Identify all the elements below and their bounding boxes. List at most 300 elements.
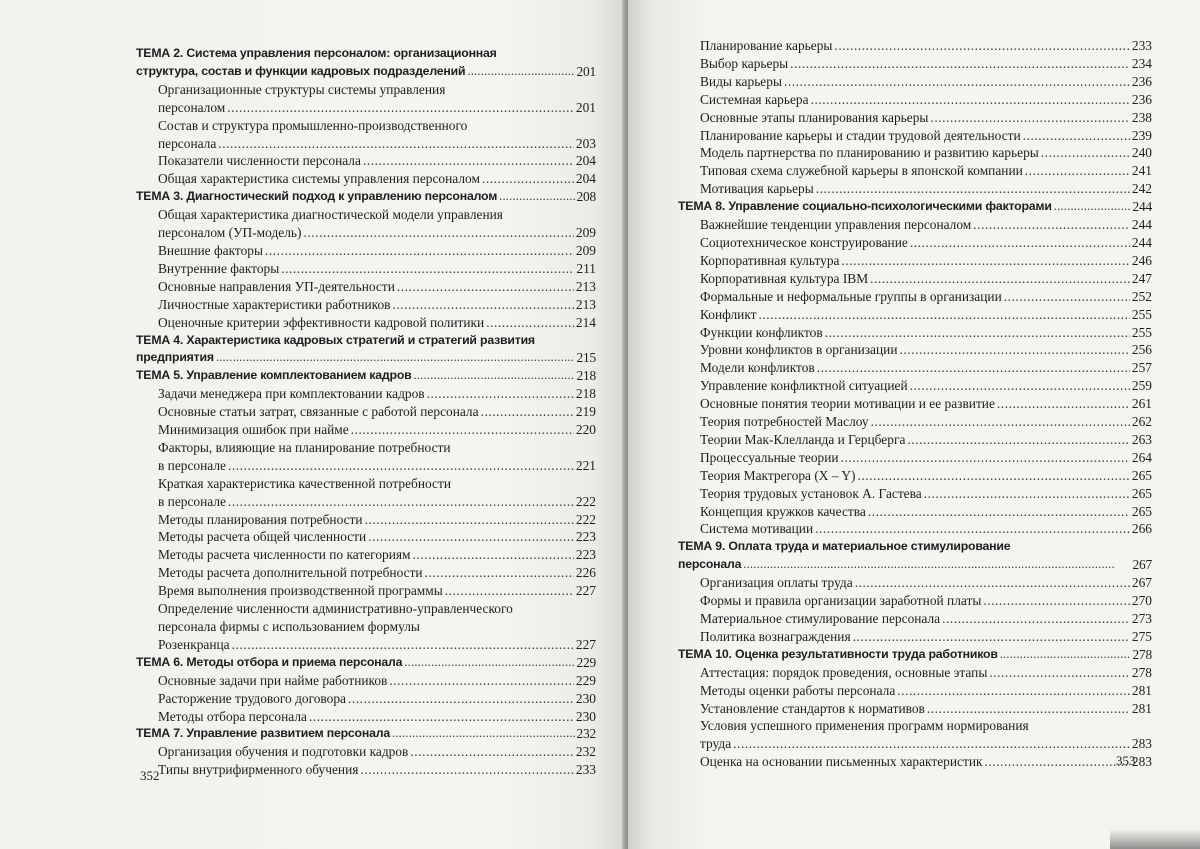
toc-entry-page: 267: [1131, 575, 1152, 591]
toc-entry-title: Основные статьи затрат, связанные с работой персонала: [158, 404, 479, 420]
toc-entry-title: персоналом: [158, 99, 226, 115]
toc-entry-title: структура, состав и функции кадровых подразделений: [136, 63, 466, 78]
dot-leader: [368, 528, 574, 546]
toc-entry: [678, 234, 1152, 252]
dot-leader: [834, 37, 1129, 55]
toc-entry-title: Показатели численности персонала: [158, 153, 361, 169]
toc-entry: [136, 457, 596, 475]
toc-entry: [136, 385, 596, 403]
toc-entry-title: персоналом (УП-модель): [158, 225, 302, 241]
toc-topic-entry: [136, 188, 596, 206]
dot-leader: [825, 324, 1130, 342]
toc-entry: [678, 610, 1152, 628]
toc-entry: [678, 377, 1152, 395]
dot-leader: [759, 306, 1130, 324]
toc-entry-title: Внутренние факторы: [158, 260, 280, 276]
dot-leader: [482, 170, 574, 188]
toc-entry: [678, 413, 1152, 431]
dot-leader: [363, 152, 574, 170]
toc-entry-page: 233: [575, 762, 596, 778]
toc-entry-page: 201: [576, 63, 596, 79]
dot-leader: [1004, 288, 1130, 306]
toc-entry: [136, 135, 596, 153]
toc-entry: [678, 431, 1152, 449]
dot-leader: [784, 73, 1130, 91]
toc-entry-title: Функции конфликтов: [700, 324, 823, 340]
toc-entry-page: 244: [1131, 234, 1152, 250]
toc-entry-page: 275: [1131, 628, 1152, 644]
toc-entry-title: Методы расчета дополнительной потребности: [158, 565, 423, 581]
toc-entry-page: 267: [1132, 557, 1152, 573]
toc-topic-line: ТЕМА 4. Характеристика кадровых стратегий и стратегий развития: [136, 332, 535, 347]
dot-leader: [392, 725, 575, 743]
dot-leader: [232, 636, 574, 654]
toc-entry: [678, 395, 1152, 413]
corner-shadow: [1110, 829, 1200, 849]
dot-leader: [499, 188, 574, 206]
toc-entry-page: 265: [1131, 503, 1152, 519]
toc-topic-entry: [136, 725, 596, 743]
toc-entry-title: Модели конфликтов: [700, 360, 815, 376]
toc-entry: [678, 485, 1152, 503]
dot-leader: [410, 743, 574, 761]
dot-leader: [265, 242, 574, 260]
toc-entry-title: Организация оплаты труда: [700, 575, 853, 591]
toc-entry-title: Социотехническое конструирование: [700, 234, 908, 250]
toc-entry-title: Теории Мак-Клелланда и Герцберга: [700, 431, 906, 447]
dot-leader: [1000, 646, 1131, 664]
dot-leader: [927, 700, 1130, 718]
toc-entry: [678, 592, 1152, 610]
toc-entry-title: Методы планирования потребности: [158, 511, 363, 527]
toc-entry-title: Установление стандартов к нормативов: [700, 700, 925, 716]
toc-line: Краткая характеристика качественной потребности: [158, 475, 452, 491]
toc-entry-page: 252: [1131, 288, 1152, 304]
toc-entry-page: 223: [575, 529, 596, 545]
toc-entry: [136, 636, 596, 654]
dot-leader: [942, 610, 1130, 628]
toc-entry-title: Методы отбора персонала: [158, 708, 307, 724]
toc-entry-title: Методы оценки работы персонала: [700, 682, 896, 698]
toc-entry: [136, 403, 596, 421]
toc-entry-title: Концепция кружков качества: [700, 503, 866, 519]
dot-leader: [481, 403, 574, 421]
dot-leader: [841, 252, 1129, 270]
toc-entry-page: 236: [1131, 91, 1152, 107]
toc-entry-page: 204: [575, 171, 596, 187]
toc-entry-title: Внешние факторы: [158, 242, 263, 258]
toc-entry-title: Системная карьера: [700, 91, 809, 107]
dot-leader: [930, 109, 1129, 127]
toc-line: Факторы, влияющие на планирование потребности: [158, 439, 451, 455]
toc-entry-title: Важнейшие тенденции управления персоналом: [700, 217, 972, 233]
toc-entry-page: 219: [575, 404, 596, 420]
toc-entry-page: 273: [1131, 611, 1152, 626]
toc-entry-title: Теория Мактрегора (X – Y): [700, 467, 856, 483]
toc-entry-page: 283: [1131, 754, 1152, 770]
toc-entry-title: Управление конфликтной ситуацией: [700, 378, 908, 394]
toc-entry: [136, 224, 596, 242]
toc-entry: [678, 91, 1152, 109]
toc-entry-page: 201: [575, 99, 596, 115]
dot-leader: [897, 682, 1130, 700]
toc-entry-page: 218: [576, 368, 596, 384]
toc-topic-entry: [136, 654, 596, 672]
toc-entry-page: 221: [575, 457, 596, 473]
dot-leader: [790, 55, 1130, 73]
toc-entry-title: ТЕМА 5. Управление комплектованием кадров: [136, 368, 412, 383]
toc-entry-page: 246: [1131, 252, 1152, 268]
toc-line: Организационные структуры системы управления: [158, 81, 446, 97]
toc-topic-entry: [678, 556, 1152, 574]
toc-entry-page: 266: [1131, 521, 1152, 537]
toc-entry-title: персонала: [678, 557, 742, 572]
toc-entry: [136, 242, 596, 260]
toc-entry-title: труда: [700, 736, 732, 752]
toc-entry-title: Время выполнения производственной программы: [158, 583, 443, 599]
dot-leader: [404, 654, 574, 672]
dot-leader: [910, 377, 1130, 395]
dot-leader: [427, 385, 574, 403]
toc-line: персонала фирмы с использованием формулы: [158, 619, 420, 634]
toc-entry-page: 211: [576, 260, 596, 276]
dot-leader: [360, 761, 573, 779]
dot-leader: [486, 314, 574, 332]
toc-line: Определение численности административно-управленческого: [158, 601, 513, 617]
toc-entry-page: 256: [1131, 342, 1152, 358]
toc-entry: [678, 467, 1152, 485]
toc-entry: [678, 144, 1152, 162]
toc-entry-page: 232: [576, 726, 596, 742]
dot-leader: [389, 672, 574, 690]
toc-entry: [678, 664, 1152, 682]
toc-entry: [136, 278, 596, 296]
dot-leader: [218, 135, 574, 153]
dot-leader: [228, 457, 574, 475]
toc-entry-title: Основные направления УП-деятельности: [158, 278, 395, 294]
toc-entry: [136, 170, 596, 188]
toc-entry-title: ТЕМА 3. Диагностический подход к управлению персоналом: [136, 189, 498, 204]
dot-leader: [303, 224, 573, 242]
toc-entry-page: 242: [1131, 181, 1152, 197]
dot-leader: [871, 413, 1130, 431]
dot-leader: [414, 367, 575, 385]
dot-leader: [907, 431, 1130, 449]
toc-entry-title: персонала: [158, 135, 217, 151]
toc-entry-title: Политика вознаграждения: [700, 628, 851, 644]
dot-leader: [1041, 144, 1130, 162]
dot-leader: [989, 664, 1130, 682]
toc-entry: [678, 127, 1152, 145]
toc-entry: [136, 296, 596, 314]
dot-leader: [393, 296, 574, 314]
toc-entry-title: Минимизация ошибок при найме: [158, 422, 349, 438]
toc-entry: [678, 735, 1152, 753]
toc-entry-title: Уровни конфликтов в организации: [700, 342, 898, 358]
dot-leader: [997, 395, 1130, 413]
dot-leader: [870, 270, 1130, 288]
dot-leader: [924, 485, 1130, 503]
toc-entry: [136, 546, 596, 564]
toc-entry: [136, 493, 596, 511]
toc-entry-page: 259: [1131, 378, 1152, 394]
toc-entry: [678, 162, 1152, 180]
dot-leader: [983, 592, 1130, 610]
toc-entry: [678, 503, 1152, 521]
toc-entry-title: Процессуальные теории: [700, 449, 839, 465]
toc-entry-title: Формы и правила организации заработной платы: [700, 593, 982, 609]
toc-entry-page: 229: [576, 654, 596, 670]
toc-entry-page: 227: [575, 636, 596, 652]
toc-entry-page: 227: [575, 583, 596, 599]
toc-entry-page: 222: [575, 493, 596, 509]
toc-entry-title: Оценка на основании письменных характеристик: [700, 754, 983, 770]
dot-leader: [445, 582, 574, 600]
toc-entry-title: Розенкранца: [158, 636, 230, 652]
toc-entry-title: Формальные и неформальные группы в организации: [700, 288, 1002, 304]
toc-topic-entry: [678, 646, 1152, 664]
dot-leader: [348, 690, 574, 708]
toc-entry: [678, 252, 1152, 270]
toc-topic-entry: [136, 63, 596, 81]
toc-entry-page: 213: [575, 296, 596, 312]
toc-entry: [136, 314, 596, 332]
toc-entry: [136, 564, 596, 582]
toc-entry-title: Конфликт: [700, 306, 757, 322]
toc-line: Условия успешного применения программ нормирования: [700, 718, 1029, 734]
dot-leader: [841, 449, 1130, 467]
toc-entry-title: ТЕМА 10. Оценка результативности труда работников: [678, 646, 998, 661]
toc-entry-page: 261: [1131, 396, 1152, 412]
toc-entry-page: 213: [575, 278, 596, 294]
toc-entry-page: 265: [1131, 467, 1152, 483]
toc-entry-page: 255: [1131, 324, 1152, 340]
dot-leader: [425, 564, 574, 582]
toc-entry-page: 204: [575, 153, 596, 169]
toc-left: [136, 45, 596, 779]
toc-entry-page: 230: [575, 690, 596, 706]
toc-entry-title: Выбор карьеры: [700, 55, 789, 71]
toc-entry-title: Основные этапы планирования карьеры: [700, 109, 929, 125]
dot-leader: [397, 278, 574, 296]
toc-entry-title: Модель партнерства по планированию и развитию карьеры: [700, 145, 1039, 161]
toc-entry: [136, 582, 596, 600]
dot-leader: [281, 260, 574, 278]
toc-entry-page: 209: [575, 242, 596, 258]
toc-entry-title: Основные задачи при найме работников: [158, 672, 388, 688]
toc-entry: [678, 288, 1152, 306]
toc-entry: [136, 708, 596, 726]
toc-entry-title: Задачи менеджера при комплектовании кадров: [158, 386, 425, 402]
toc-entry-title: Основные понятия теории мотивации и ее развитие: [700, 396, 995, 412]
toc-entry: [678, 520, 1152, 538]
toc-entry-page: 270: [1131, 593, 1152, 609]
toc-entry-page: 230: [575, 708, 596, 724]
toc-entry: [678, 55, 1152, 73]
toc-entry-title: в персонале: [158, 457, 226, 473]
toc-entry-title: в персонале: [158, 493, 226, 509]
toc-entry-title: Материальное стимулирование персонала: [700, 611, 941, 626]
toc-entry-page: 234: [1131, 55, 1152, 71]
page-number-right: 353: [1116, 753, 1136, 768]
toc-entry: [136, 152, 596, 170]
toc-entry: [678, 306, 1152, 324]
toc-entry: [136, 761, 596, 779]
dot-leader: [733, 735, 1130, 753]
toc-entry: [678, 700, 1152, 718]
toc-entry: [136, 511, 596, 529]
toc-entry: [678, 180, 1152, 198]
toc-entry-page: 264: [1131, 449, 1152, 465]
dot-leader: [309, 708, 574, 726]
toc-entry-page: 209: [575, 225, 596, 241]
toc-topic-entry: [136, 367, 596, 385]
toc-entry-title: ТЕМА 8. Управление социально-психологическими факторами: [678, 199, 1052, 214]
toc-entry-page: 208: [576, 189, 596, 205]
toc-entry: [136, 99, 596, 117]
toc-entry-page: 239: [1131, 127, 1152, 143]
dot-leader: [365, 511, 574, 529]
toc-entry-page: 218: [575, 386, 596, 402]
toc-entry-title: Виды карьеры: [700, 73, 782, 89]
toc-entry-title: Теория трудовых установок А. Гастева: [700, 485, 922, 501]
toc-entry-page: 229: [575, 672, 596, 688]
toc-entry-title: Аттестация: порядок проведения, основные этапы: [700, 664, 988, 680]
toc-entry: [678, 324, 1152, 342]
toc-entry: [678, 109, 1152, 127]
toc-entry-title: ТЕМА 6. Методы отбора и приема персонала: [136, 654, 403, 669]
dot-leader: [910, 234, 1130, 252]
toc-entry-page: 265: [1131, 485, 1152, 501]
toc-entry-page: 283: [1131, 736, 1152, 752]
toc-entry-page: 223: [575, 547, 596, 563]
toc-entry-title: ТЕМА 7. Управление развитием персонала: [136, 726, 390, 741]
toc-entry-title: Типы внутрифирменного обучения: [158, 762, 359, 778]
dot-leader: [216, 349, 575, 367]
dot-leader: [973, 216, 1130, 234]
toc-entry-page: 241: [1131, 163, 1152, 179]
dot-leader: [985, 753, 1130, 771]
toc-entry: [678, 449, 1152, 467]
toc-topic-line: ТЕМА 2. Система управления персоналом: организационная: [136, 46, 497, 60]
toc-entry-page: 226: [575, 565, 596, 581]
toc-entry-title: Типовая схема служебной карьеры в японской компании: [700, 163, 1023, 179]
toc-entry-page: 244: [1131, 217, 1152, 233]
toc-entry-page: 263: [1131, 431, 1152, 447]
toc-entry-title: Система мотивации: [700, 521, 814, 537]
toc-entry-page: 222: [575, 511, 596, 527]
toc-entry-title: Корпоративная культура: [700, 252, 840, 268]
toc-entry-page: 278: [1131, 664, 1152, 680]
toc-entry-title: Теория потребностей Маслоу: [700, 414, 869, 430]
dot-leader: [743, 556, 1130, 574]
toc-entry-title: Расторжение трудового договора: [158, 690, 346, 706]
dot-leader: [351, 421, 574, 439]
toc-right: [678, 37, 1152, 771]
toc-entry: [678, 73, 1152, 91]
toc-entry-title: Оценочные критерии эффективности кадровой политики: [158, 314, 485, 330]
toc-entry-page: 278: [1132, 646, 1152, 662]
dot-leader: [858, 467, 1130, 485]
toc-entry: [678, 574, 1152, 592]
toc-entry: [678, 216, 1152, 234]
toc-entry-title: Методы расчета численности по категориям: [158, 547, 411, 563]
toc-entry: [136, 672, 596, 690]
toc-entry-page: 232: [575, 744, 596, 760]
toc-entry: [678, 37, 1152, 55]
toc-entry-page: 236: [1131, 73, 1152, 89]
page-number-left: 352: [140, 768, 160, 783]
dot-leader: [815, 520, 1130, 538]
toc-entry-title: Корпоративная культура IBM: [700, 270, 869, 286]
dot-leader: [1025, 162, 1130, 180]
toc-entry-title: Организация обучения и подготовки кадров: [158, 744, 409, 760]
dot-leader: [1023, 127, 1130, 145]
dot-leader: [868, 503, 1130, 521]
toc-entry: [136, 528, 596, 546]
toc-entry: [678, 753, 1152, 771]
dot-leader: [853, 628, 1130, 646]
toc-entry-title: Личностные характеристики работников: [158, 296, 391, 312]
toc-topic-entry: [678, 198, 1152, 216]
dot-leader: [855, 574, 1130, 592]
toc-entry: [678, 270, 1152, 288]
toc-entry: [678, 682, 1152, 700]
toc-entry: [678, 628, 1152, 646]
dot-leader: [817, 359, 1130, 377]
toc-entry-page: 220: [575, 422, 596, 438]
toc-entry-page: 255: [1131, 306, 1152, 322]
dot-leader: [413, 546, 574, 564]
toc-entry: [136, 690, 596, 708]
toc-entry-page: 244: [1132, 199, 1152, 215]
toc-entry-page: 238: [1131, 109, 1152, 125]
toc-topic-line: ТЕМА 9. Оплата труда и материальное стимулирование: [678, 539, 1011, 554]
toc-entry: [678, 359, 1152, 377]
toc-entry-page: 247: [1131, 270, 1152, 286]
dot-leader: [467, 63, 574, 81]
toc-entry-title: Планирование карьеры и стадии трудовой деятельности: [700, 127, 1021, 143]
toc-entry: [678, 341, 1152, 359]
toc-topic-entry: [136, 349, 596, 367]
toc-line: Общая характеристика диагностической модели управления: [158, 207, 503, 223]
toc-entry-page: 240: [1131, 145, 1152, 161]
toc-entry-title: предприятия: [136, 350, 214, 365]
right-page: [628, 0, 1200, 849]
dot-leader: [900, 341, 1130, 359]
toc-entry-title: Общая характеристика системы управления персоналом: [158, 171, 480, 187]
toc-entry-page: 233: [1131, 38, 1152, 53]
toc-entry-page: 281: [1131, 682, 1152, 698]
toc-entry: [136, 743, 596, 761]
toc-entry-title: Методы расчета общей численности: [158, 529, 367, 545]
toc-entry-page: 281: [1131, 700, 1152, 716]
toc-entry-page: 257: [1131, 360, 1152, 376]
toc-line: Состав и структура промышленно-производственного: [158, 117, 468, 133]
dot-leader: [227, 99, 574, 117]
toc-entry-title: Мотивация карьеры: [700, 181, 814, 197]
dot-leader: [1054, 198, 1131, 216]
toc-entry-page: 203: [575, 135, 596, 151]
dot-leader: [816, 180, 1130, 198]
toc-entry: [136, 421, 596, 439]
toc-entry-page: 214: [575, 314, 596, 330]
toc-entry-title: Планирование карьеры: [700, 38, 833, 53]
dot-leader: [228, 493, 574, 511]
toc-entry-page: 262: [1131, 414, 1152, 430]
dot-leader: [811, 91, 1130, 109]
toc-entry-page: 215: [576, 350, 596, 366]
